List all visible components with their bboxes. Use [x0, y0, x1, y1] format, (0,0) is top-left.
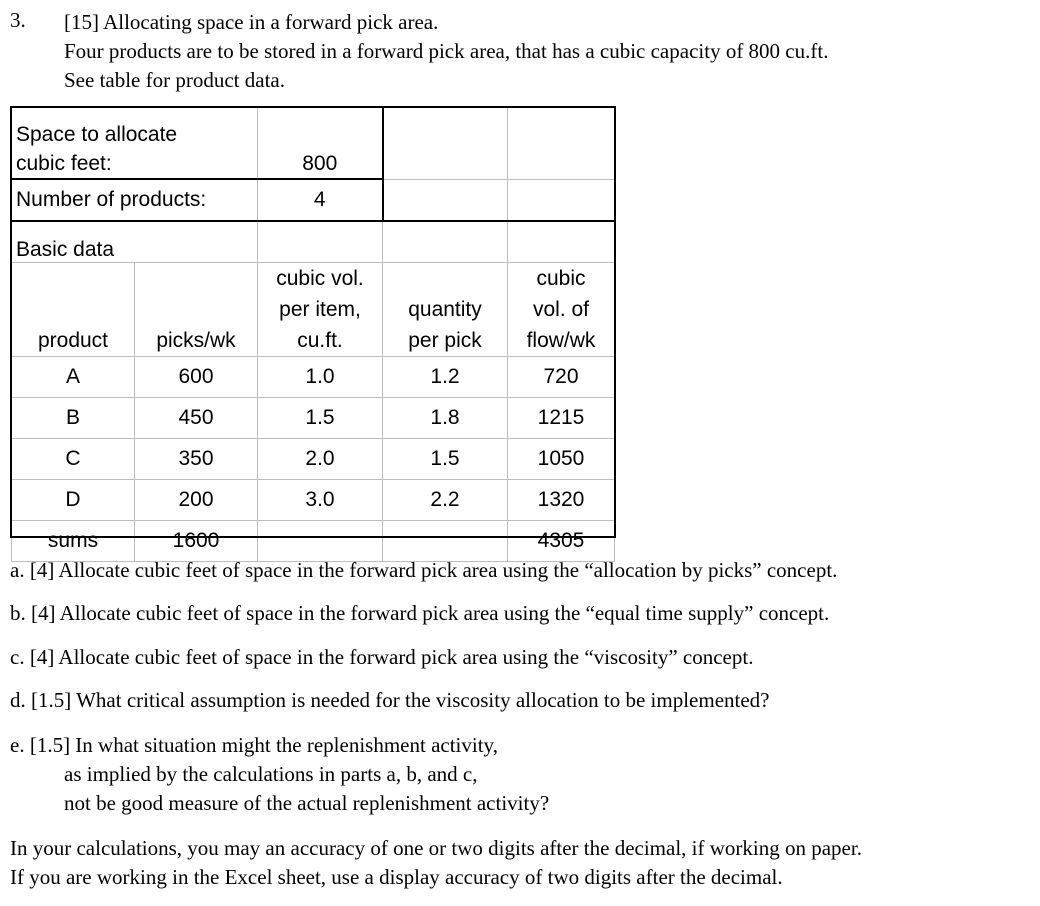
- cubic-vol-cell: 1.5: [258, 397, 383, 438]
- part-d: d. [1.5] What critical assumption is needed for the viscosity allocation to be implemented?: [10, 688, 770, 712]
- empty-cell: [508, 221, 615, 263]
- question-header: [64, 8, 828, 95]
- header-flow: [508, 262, 615, 356]
- footer-line-1: In your calculations, you may an accuracy of one or two digits after the decimal, if working on paper.: [10, 836, 862, 860]
- part-e-line-1: e. [1.5] In what situation might the replenishment activity,: [10, 733, 498, 757]
- space-label-line-1: Space to allocate: [16, 123, 178, 146]
- flow-cell: 720: [508, 356, 615, 397]
- empty-cell: [258, 221, 383, 263]
- product-cell: A: [12, 356, 135, 397]
- table-row: [12, 438, 615, 479]
- empty-cell: [383, 520, 508, 561]
- product-cell: D: [12, 479, 135, 520]
- footer-note: [10, 834, 862, 892]
- empty-cell: [383, 179, 508, 221]
- header-quantity-line-1: quantity: [408, 297, 482, 321]
- space-row: [12, 108, 615, 180]
- picks-cell: 600: [135, 356, 258, 397]
- empty-cell: [508, 108, 615, 180]
- header-cubic-vol-line-2: per item,: [279, 297, 361, 321]
- part-c: c. [4] Allocate cubic feet of space in the forward pick area using the “viscosity” concept.: [10, 645, 754, 669]
- picks-cell: 350: [135, 438, 258, 479]
- part-e: [10, 731, 549, 818]
- basic-data-row: [12, 221, 615, 263]
- quantity-cell: 1.5: [383, 438, 508, 479]
- products-value: 4: [258, 179, 383, 221]
- cubic-vol-cell: 1.0: [258, 356, 383, 397]
- table-row: [12, 479, 615, 520]
- part-b: b. [4] Allocate cubic feet of space in the forward pick area using the “equal time supply” concept.: [10, 601, 830, 625]
- space-value: 800: [258, 108, 383, 180]
- quantity-cell: 1.2: [383, 356, 508, 397]
- picks-cell: 200: [135, 479, 258, 520]
- quantity-cell: 1.8: [383, 397, 508, 438]
- product-cell: C: [12, 438, 135, 479]
- column-header-row: [12, 262, 615, 356]
- header-cubic-vol-line-3: cu.ft.: [297, 328, 343, 352]
- cubic-vol-cell: 2.0: [258, 438, 383, 479]
- header-cubic-vol-line-1: cubic vol.: [276, 266, 364, 290]
- product-data-table: [11, 107, 615, 562]
- part-e-line-2: as implied by the calculations in parts a, b, and c,: [64, 762, 478, 786]
- flow-cell: 1050: [508, 438, 615, 479]
- header-cubic-vol: [258, 262, 383, 356]
- header-flow-line-3: flow/wk: [526, 328, 596, 352]
- product-cell: B: [12, 397, 135, 438]
- question-table-note: See table for product data.: [64, 68, 285, 92]
- footer-line-2: If you are working in the Excel sheet, use a display accuracy of two digits after the decimal.: [10, 865, 783, 889]
- sums-row: [12, 520, 615, 561]
- quantity-cell: 2.2: [383, 479, 508, 520]
- empty-cell: [383, 108, 508, 180]
- picks-cell: 450: [135, 397, 258, 438]
- sums-picks: 1600: [135, 520, 258, 561]
- sums-label: sums: [12, 520, 135, 561]
- header-flow-line-1: cubic: [536, 266, 586, 290]
- cubic-vol-cell: 3.0: [258, 479, 383, 520]
- basic-data-label: Basic data: [12, 221, 258, 263]
- table-row: [12, 397, 615, 438]
- space-label: [12, 108, 258, 180]
- header-flow-line-2: vol. of: [532, 297, 590, 321]
- empty-cell: [508, 179, 615, 221]
- empty-cell: [383, 221, 508, 263]
- header-quantity-line-2: per pick: [408, 328, 482, 352]
- space-label-line-2: cubic feet:: [16, 152, 112, 175]
- flow-cell: 1320: [508, 479, 615, 520]
- products-row: [12, 179, 615, 221]
- part-a: a. [4] Allocate cubic feet of space in the forward pick area using the “allocation by picks” concept.: [10, 558, 838, 582]
- header-quantity: [383, 262, 508, 356]
- question-description: Four products are to be stored in a forward pick area, that has a cubic capacity of 800 cu.ft.: [64, 39, 829, 63]
- question-number: 3.: [10, 8, 26, 32]
- question-title: [15] Allocating space in a forward pick area.: [64, 10, 439, 34]
- sums-flow: 4305: [508, 520, 615, 561]
- table-row: [12, 356, 615, 397]
- products-label: Number of products:: [12, 179, 258, 221]
- flow-cell: 1215: [508, 397, 615, 438]
- header-product: product: [12, 262, 135, 356]
- part-e-line-3: not be good measure of the actual replenishment activity?: [64, 791, 550, 815]
- empty-cell: [258, 520, 383, 561]
- header-picks: picks/wk: [135, 262, 258, 356]
